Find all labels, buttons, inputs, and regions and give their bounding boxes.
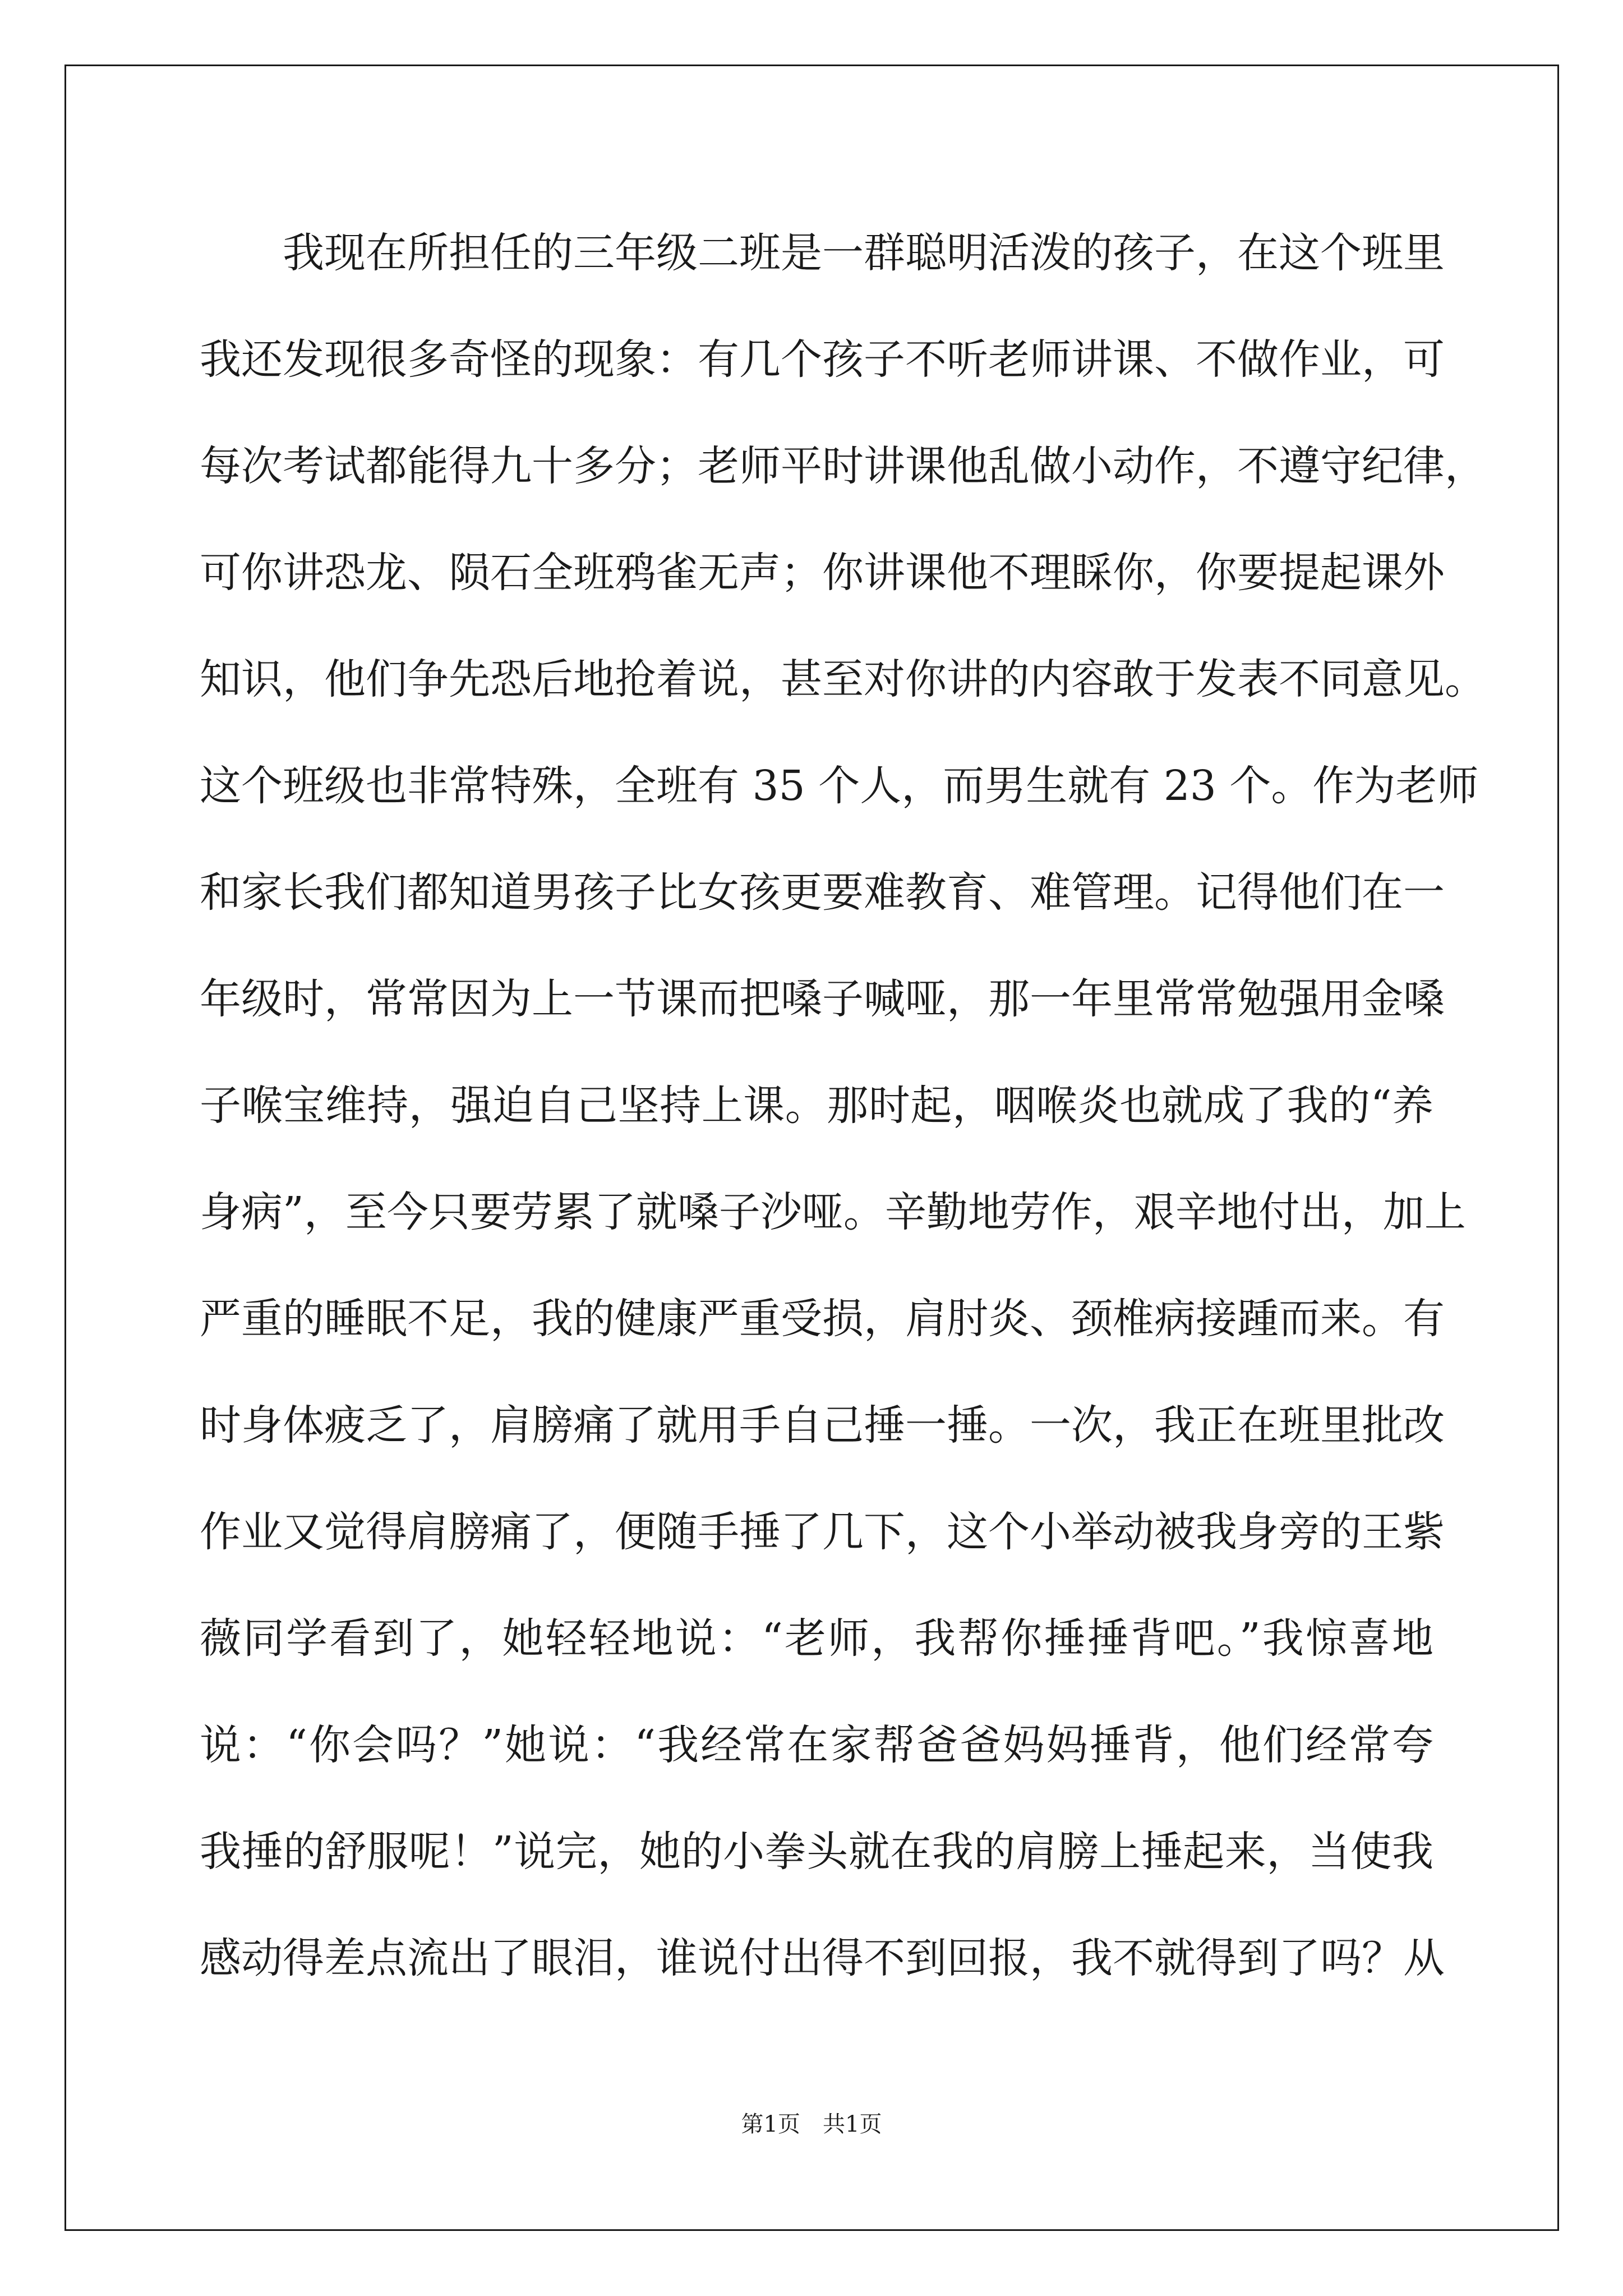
page-number-footer: 第1页 共1页 — [741, 2111, 882, 2137]
text-line: 子喉宝维持，强迫自己坚持上课。那时起，咽喉炎也就成了我的“养 — [200, 1082, 1433, 1130]
text-line: 可你讲恐龙、陨石全班鸦雀无声；你讲课他不理睬你，你要提起课外 — [200, 549, 1445, 597]
text-line: 感动得差点流出了眼泪，谁说付出得不到回报，我不就得到了吗？从 — [200, 1934, 1445, 1982]
text-line: 严重的睡眠不足，我的健康严重受损，肩肘炎、颈椎病接踵而来。有 — [200, 1295, 1445, 1343]
text-line: 时身体疲乏了，肩膀痛了就用手自己捶一捶。一次，我正在班里批改 — [200, 1401, 1445, 1450]
text-line: 我现在所担任的三年级二班是一群聪明活泼的孩子，在这个班里 — [283, 229, 1445, 277]
text-line: 每次考试都能得九十多分；老师平时讲课他乱做小动作，不遵守纪律， — [200, 442, 1486, 490]
text-line: 作业又觉得肩膀痛了，便随手捶了几下，这个小举动被我身旁的王紫 — [200, 1508, 1445, 1556]
text-line: 和家长我们都知道男孩子比女孩更要难教育、难管理。记得他们在一 — [200, 868, 1445, 917]
text-line: 薇同学看到了，她轻轻地说：“老师，我帮你捶捶背吧。”我惊喜地 — [200, 1614, 1433, 1663]
text-line: 说：“你会吗？”她说：“我经常在家帮爸爸妈妈捶背，他们经常夸 — [200, 1721, 1433, 1769]
text-line: 身病”，至今只要劳累了就嗓子沙哑。辛勤地劳作，艰辛地付出，加上 — [200, 1188, 1466, 1236]
text-line: 我捶的舒服呢！”说完，她的小拳头就在我的肩膀上捶起来，当使我 — [200, 1828, 1433, 1876]
text-line: 年级时，常常因为上一节课而把嗓子喊哑，那一年里常常勉强用金嗓 — [200, 975, 1445, 1023]
document-body — [200, 222, 1486, 2033]
text-line: 知识，他们争先恐后地抢着说，甚至对你讲的内容敢于发表不同意见。 — [200, 655, 1486, 703]
text-line: 这个班级也非常特殊，全班有 35 个人，而男生就有 23 个。作为老师 — [200, 762, 1479, 810]
text-line: 我还发现很多奇怪的现象：有几个孩子不听老师讲课、不做作业，可 — [200, 335, 1445, 384]
